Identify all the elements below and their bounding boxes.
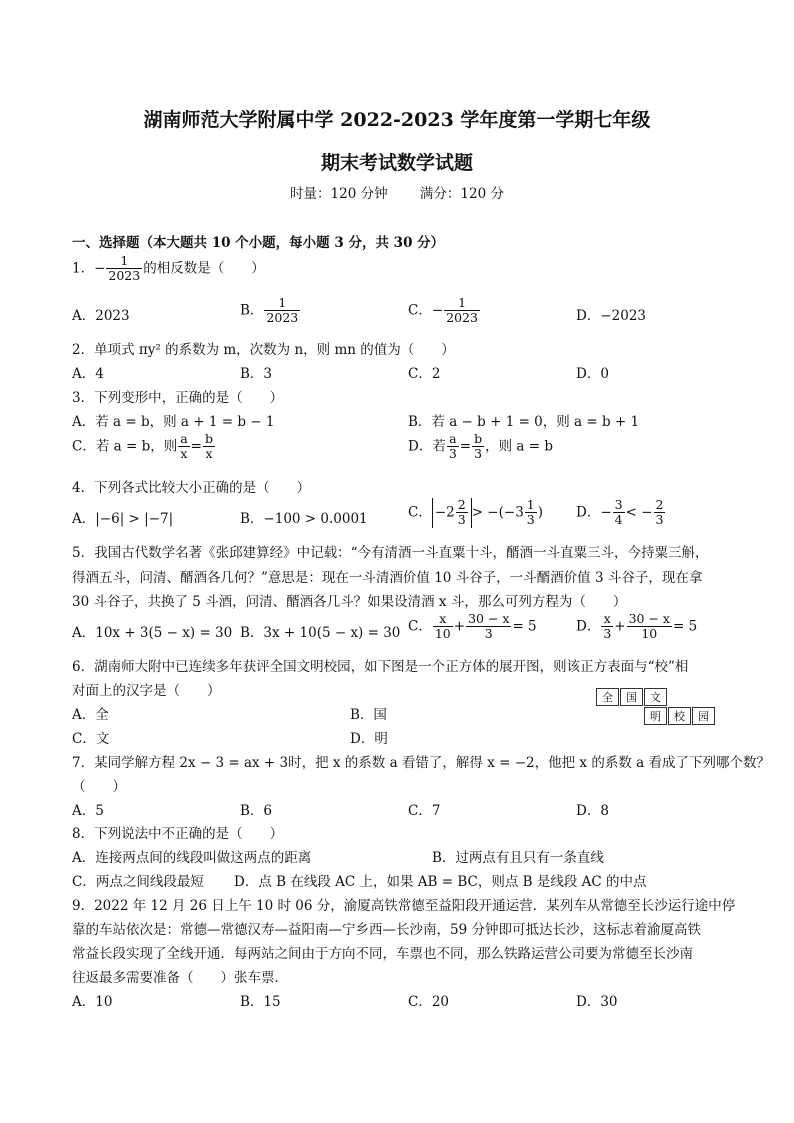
q9-option-d: D．30 bbox=[576, 994, 618, 1010]
q1-option-b: B． $\frac{1}{2023}$ bbox=[240, 295, 299, 326]
question-7-line-2: （ ） bbox=[72, 779, 126, 795]
q3-option-c: C．若 a = b，则 $\frac{a}{x}$ = $\frac{b}{x}$ bbox=[72, 431, 213, 462]
q7-option-a: A．5 bbox=[72, 803, 104, 819]
section-heading: 一、选择题（本大题共 10 个小题，每小题 3 分，共 30 分） bbox=[72, 235, 445, 251]
q3-option-a: A．若 a = b，则 a + 1 = b − 1 bbox=[72, 414, 275, 430]
question-5-line-2: 得酒五斗，问清、醑酒各几何？”意思是：现在一斗清酒价值 10 斗谷子，一斗醑酒价值 3 斗谷子，现在拿 bbox=[72, 570, 703, 586]
q6-option-b: B．国 bbox=[350, 707, 387, 723]
question-5-line-1: 5．我国古代数学名著《张邱建算经》中记载：“今有清酒一斗直粟十斗，醑酒一斗直粟三斗，今持粟三斛， bbox=[72, 545, 709, 561]
q9-option-c: C．20 bbox=[408, 994, 450, 1010]
question-4: 4．下列各式比较大小正确的是（ ） bbox=[72, 480, 311, 496]
question-8: 8．下列说法中不正确的是（ ） bbox=[72, 826, 284, 842]
q6-option-c: C．文 bbox=[72, 731, 110, 747]
q4-option-c: C． −2 $\frac{2}{3}$ > −(−3 $\frac{1}{3}$ ) bbox=[408, 497, 544, 528]
q2-option-c: C．2 bbox=[408, 366, 441, 382]
q2-option-d: D．0 bbox=[576, 366, 609, 382]
q1-option-d: D．−2023 bbox=[576, 308, 646, 324]
net-cell: 明 bbox=[644, 707, 667, 725]
time-limit: 时量：120 分钟 bbox=[290, 186, 388, 202]
question-9-line-4: 往返最多需要准备（ ）张车票． bbox=[72, 970, 288, 986]
question-9-line-2: 靠的车站依次是：常德—常德汉寿—益阳南—宁乡西—长沙南，59 分钟即可抵达长沙，这标志着渝厦高铁 bbox=[72, 922, 701, 938]
q5-option-a: A．10x + 3(5 − x) = 30 bbox=[72, 625, 233, 641]
net-cell: 国 bbox=[620, 688, 643, 706]
q5-option-c: C． $\frac{x}{10}$ + $\frac{30 - x}{3}$ = 5 bbox=[408, 611, 537, 642]
question-2: 2．单项式 πy² 的系数为 m，次数为 n，则 mn 的值为（ ） bbox=[72, 342, 455, 358]
question-5-line-3: 30 斗谷子，共换了 5 斗酒，问清、醑酒各几斗？如果设清酒 x 斗，那么可列方程为（ ） bbox=[72, 594, 627, 610]
q9-option-b: B．15 bbox=[240, 994, 281, 1010]
q6-option-d: D．明 bbox=[350, 731, 388, 747]
net-cell: 园 bbox=[692, 707, 715, 725]
q4-option-b: B．−100 > 0.0001 bbox=[240, 511, 368, 527]
exam-title-line2: 期末考试数学试题 bbox=[320, 152, 473, 174]
q6-option-a: A．全 bbox=[72, 707, 109, 723]
net-cell: 校 bbox=[668, 707, 691, 725]
q4-option-a: A．|−6| > |−7| bbox=[72, 511, 174, 527]
q3-option-b: B．若 a − b + 1 = 0，则 a = b + 1 bbox=[408, 414, 640, 430]
q4-option-d: D．− $\frac{3}{4}$ < − $\frac{2}{3}$ bbox=[576, 497, 664, 528]
question-1: 1．− $\frac{1}{2023}$ 的相反数是（ ） bbox=[72, 253, 265, 284]
q1-option-c: C．− $\frac{1}{2023}$ bbox=[408, 295, 478, 326]
q8-option-b: B．过两点有且只有一条直线 bbox=[432, 850, 604, 866]
question-3: 3．下列变形中，正确的是（ ） bbox=[72, 390, 284, 406]
exam-title-line1: 湖南师范大学附属中学 2022-2023 学年度第一学期七年级 bbox=[143, 109, 651, 131]
q7-option-b: B．6 bbox=[240, 803, 273, 819]
q8-option-c: C．两点之间线段最短 bbox=[72, 874, 204, 890]
q3-option-d: D．若 $\frac{a}{3}$ = $\frac{b}{3}$ ，则 a = b bbox=[408, 431, 553, 462]
q1-option-a: A．2023 bbox=[72, 308, 130, 324]
q2-option-a: A．4 bbox=[72, 366, 104, 382]
q5-option-b: B．3x + 10(5 − x) = 30 bbox=[240, 625, 401, 641]
q5-option-d: D． $\frac{x}{3}$ + $\frac{30 - x}{10}$ = 5 bbox=[576, 611, 698, 642]
q7-option-d: D．8 bbox=[576, 803, 609, 819]
q7-option-c: C．7 bbox=[408, 803, 441, 819]
cube-net-diagram bbox=[596, 688, 718, 728]
question-9-line-3: 常益长段实现了全线开通．每两站之间由于方向不同，车票也不同，那么铁路运营公司要为常德至长沙南 bbox=[72, 946, 693, 962]
full-score: 满分：120 分 bbox=[419, 186, 504, 202]
exam-meta bbox=[0, 182, 794, 202]
net-cell: 文 bbox=[644, 688, 667, 706]
fraction: $\frac{1}{2023}$ bbox=[108, 253, 141, 284]
q8-option-a: A．连接两点间的线段叫做这两点的距离 bbox=[72, 850, 312, 866]
net-cell: 全 bbox=[596, 688, 619, 706]
question-9-line-1: 9．2022 年 12 月 26 日上午 10 时 06 分，渝厦高铁常德至益阳段开通运营．某列车从常德至长沙运行途中停 bbox=[72, 898, 736, 914]
question-6-line-1: 6．湖南师大附中已连续多年获评全国文明校园，如下图是一个正方体的展开图，则该正方表面与“校”相 bbox=[72, 659, 689, 675]
q8-option-d: D．点 B 在线段 AC 上，如果 AB = BC，则点 B 是线段 AC 的中点 bbox=[234, 874, 647, 890]
q9-option-a: A．10 bbox=[72, 994, 113, 1010]
question-6-line-2: 对面上的汉字是（ ） bbox=[72, 683, 221, 699]
q2-option-b: B．3 bbox=[240, 366, 273, 382]
question-7-line-1: 7．某同学解方程 2x − 3 = ax + 3时，把 x 的系数 a 看错了，解得 x = −2，他把 x 的系数 a 看成了下列哪个数？ bbox=[72, 755, 770, 771]
